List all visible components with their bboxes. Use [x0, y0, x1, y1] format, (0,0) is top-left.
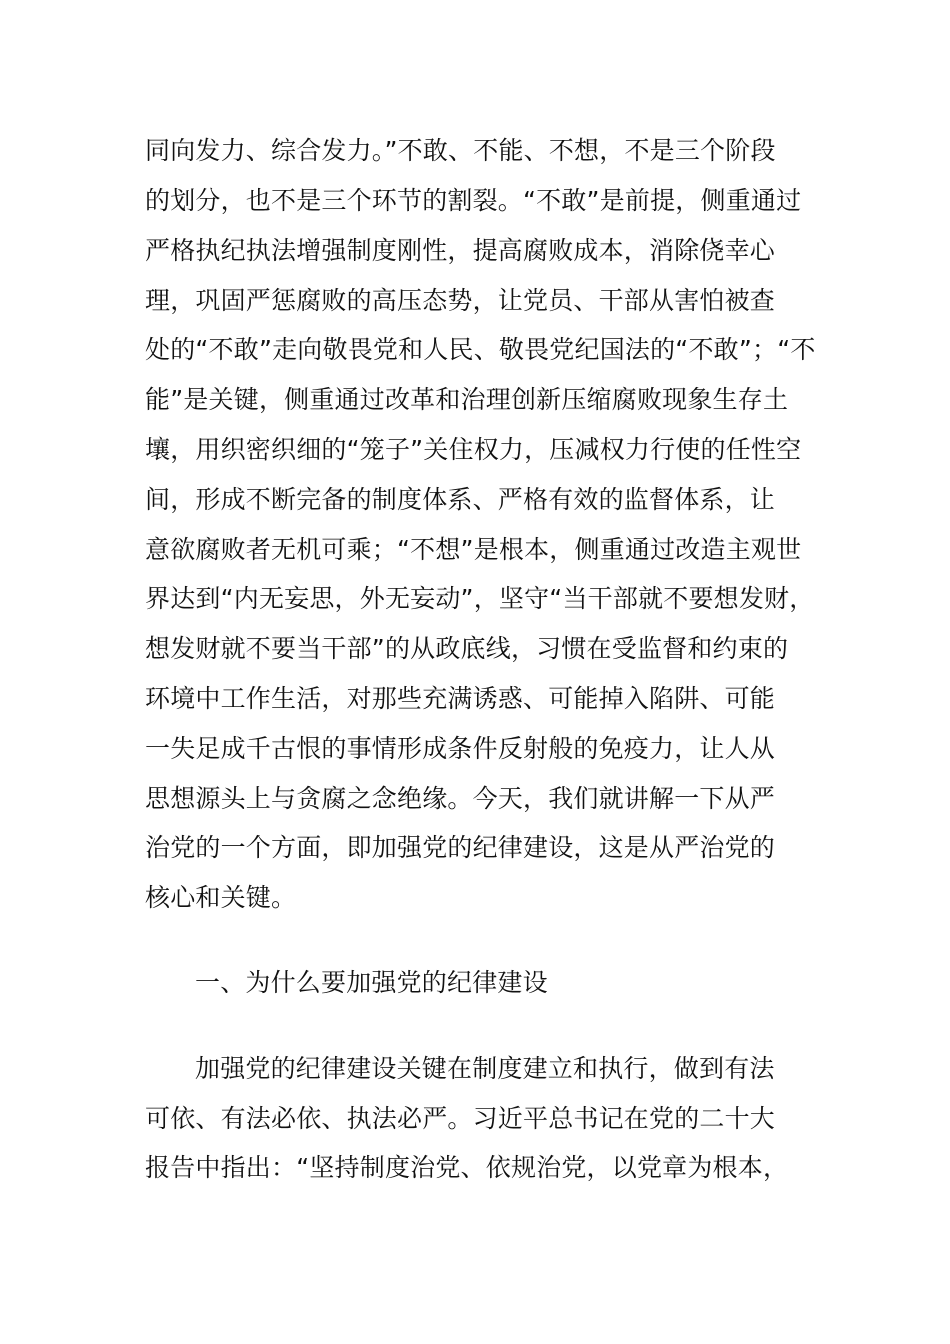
- paragraph-2-line-1: 加强党的纪律建设关键在制度建立和执行，做到有法: [195, 1054, 775, 1083]
- paragraph-1-line-15: 治党的一个方面，即加强党的纪律建设，这是从严治党的: [145, 833, 776, 862]
- paragraph-2-line-3: 报告中指出：“坚持制度治党、依规治党，以党章为根本，: [145, 1153, 789, 1182]
- paragraph-1-line-12: 环境中工作生活，对那些充满诱惑、可能掉入陷阱、可能: [145, 684, 776, 713]
- paragraph-1-line-10: 界达到“内无妄思，外无妄动”，坚守“当干部就不要想发财，: [145, 584, 815, 613]
- paragraph-1-line-8: 间，形成不断完备的制度体系、严格有效的监督体系，让: [145, 485, 776, 514]
- paragraph-1-line-2: 的划分，也不是三个环节的割裂。“不敢”是前提，侧重通过: [145, 186, 802, 215]
- paragraph-1-line-4: 理，巩固严惩腐败的高压态势，让党员、干部从害怕被查: [145, 286, 776, 315]
- paragraph-1-line-6: 能”是关键，侧重通过改革和治理创新压缩腐败现象生存土: [145, 385, 789, 414]
- paragraph-2-line-2: 可依、有法必依、执法必严。习近平总书记在党的二十大: [145, 1104, 776, 1133]
- paragraph-1-line-13: 一失足成千古恨的事情形成条件反射般的免疫力，让人从: [145, 734, 776, 763]
- paragraph-1-line-3: 严格执纪执法增强制度刚性，提高腐败成本，消除侥幸心: [145, 236, 776, 265]
- paragraph-1-line-14: 思想源头上与贪腐之念绝缘。今天，我们就讲解一下从严: [145, 784, 776, 813]
- paragraph-1-line-5: 处的“不敢”走向敬畏党和人民、敬畏党纪国法的“不敢”；“不: [145, 335, 816, 364]
- paragraph-1-line-7: 壤，用织密织细的“笼子”关住权力，压减权力行使的任性空: [145, 435, 802, 464]
- paragraph-1-line-11: 想发财就不要当干部”的从政底线，习惯在受监督和约束的: [145, 634, 789, 663]
- section-heading: 一、为什么要加强党的纪律建设: [195, 968, 548, 997]
- paragraph-1-line-1: 同向发力、综合发力。”不敢、不能、不想，不是三个阶段: [145, 136, 776, 165]
- paragraph-1-line-16: 核心和关键。: [145, 883, 297, 912]
- paragraph-1-line-9: 意欲腐败者无机可乘；“不想”是根本，侧重通过改造主观世: [145, 535, 802, 564]
